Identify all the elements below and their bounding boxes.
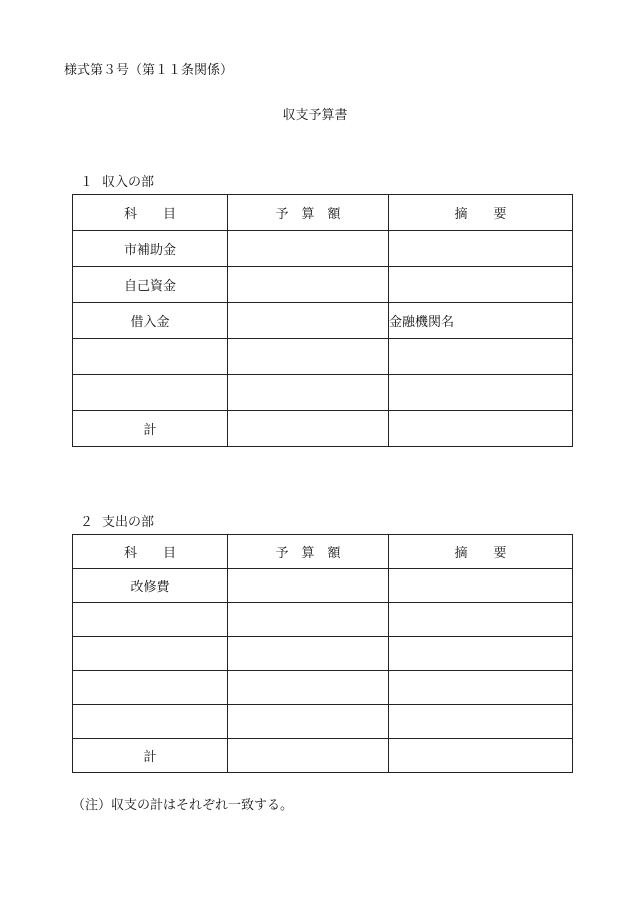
table-row (73, 375, 573, 411)
expense-total-row (73, 739, 573, 773)
expense-remarks-cell[interactable] (389, 569, 573, 603)
expense-total-remarks-cell[interactable] (389, 739, 573, 773)
income-budget-cell[interactable] (228, 375, 389, 411)
expense-section-label: 支出の部 (102, 515, 155, 530)
expense-item-cell[interactable] (73, 705, 228, 739)
income-header-item: 科 目 (73, 195, 228, 231)
income-table (72, 194, 573, 447)
expense-total-budget-cell[interactable] (228, 739, 389, 773)
income-total-row (73, 411, 573, 447)
table-row (73, 267, 573, 303)
expense-remarks-cell[interactable] (389, 637, 573, 671)
expense-section-number: ２ (80, 515, 94, 530)
table-row (73, 339, 573, 375)
table-row (73, 303, 573, 339)
expense-item-cell: 改修費 (73, 569, 228, 603)
income-item-cell: 自己資金 (73, 267, 228, 303)
income-header-budget: 予 算 額 (228, 195, 389, 231)
expense-remarks-cell[interactable] (389, 671, 573, 705)
document-title: 収支予算書 (282, 108, 348, 123)
expense-budget-cell[interactable] (228, 569, 389, 603)
expense-section-heading (80, 514, 154, 532)
income-remarks-cell[interactable] (389, 375, 573, 411)
table-row (73, 231, 573, 267)
table-row (73, 671, 573, 705)
income-total-budget-cell[interactable] (228, 411, 389, 447)
income-budget-cell[interactable] (228, 339, 389, 375)
income-budget-cell[interactable] (228, 231, 389, 267)
income-header-remarks: 摘 要 (389, 195, 573, 231)
income-budget-cell[interactable] (228, 303, 389, 339)
table-row (73, 603, 573, 637)
income-item-cell[interactable] (73, 339, 228, 375)
income-remarks-cell[interactable] (389, 339, 573, 375)
income-item-cell: 市補助金 (73, 231, 228, 267)
income-budget-cell[interactable] (228, 267, 389, 303)
form-number: 様式第３号（第１１条関係） (64, 63, 234, 78)
expense-header-item: 科 目 (73, 535, 228, 569)
income-total-label: 計 (73, 411, 228, 447)
expense-remarks-cell[interactable] (389, 603, 573, 637)
expense-budget-cell[interactable] (228, 603, 389, 637)
expense-item-cell[interactable] (73, 671, 228, 705)
table-row (73, 569, 573, 603)
income-remarks-cell[interactable] (389, 231, 573, 267)
income-remarks-cell[interactable]: 金融機関名 (389, 303, 573, 339)
income-section-heading (80, 174, 154, 192)
table-row (73, 637, 573, 671)
expense-budget-cell[interactable] (228, 671, 389, 705)
expense-header-row (73, 535, 573, 569)
expense-budget-cell[interactable] (228, 705, 389, 739)
income-section-label: 収入の部 (102, 175, 155, 190)
income-total-remarks-cell[interactable] (389, 411, 573, 447)
expense-total-label: 計 (73, 739, 228, 773)
expense-table (72, 534, 573, 773)
expense-remarks-cell[interactable] (389, 705, 573, 739)
income-item-cell: 借入金 (73, 303, 228, 339)
income-item-cell[interactable] (73, 375, 228, 411)
income-remarks-cell[interactable] (389, 267, 573, 303)
expense-header-remarks: 摘 要 (389, 535, 573, 569)
expense-header-budget: 予 算 額 (228, 535, 389, 569)
footnote: （注）収支の計はそれぞれ一致する。 (72, 798, 294, 813)
table-row (73, 705, 573, 739)
expense-item-cell[interactable] (73, 637, 228, 671)
expense-item-cell[interactable] (73, 603, 228, 637)
expense-budget-cell[interactable] (228, 637, 389, 671)
income-section-number: １ (80, 175, 94, 190)
income-header-row (73, 195, 573, 231)
